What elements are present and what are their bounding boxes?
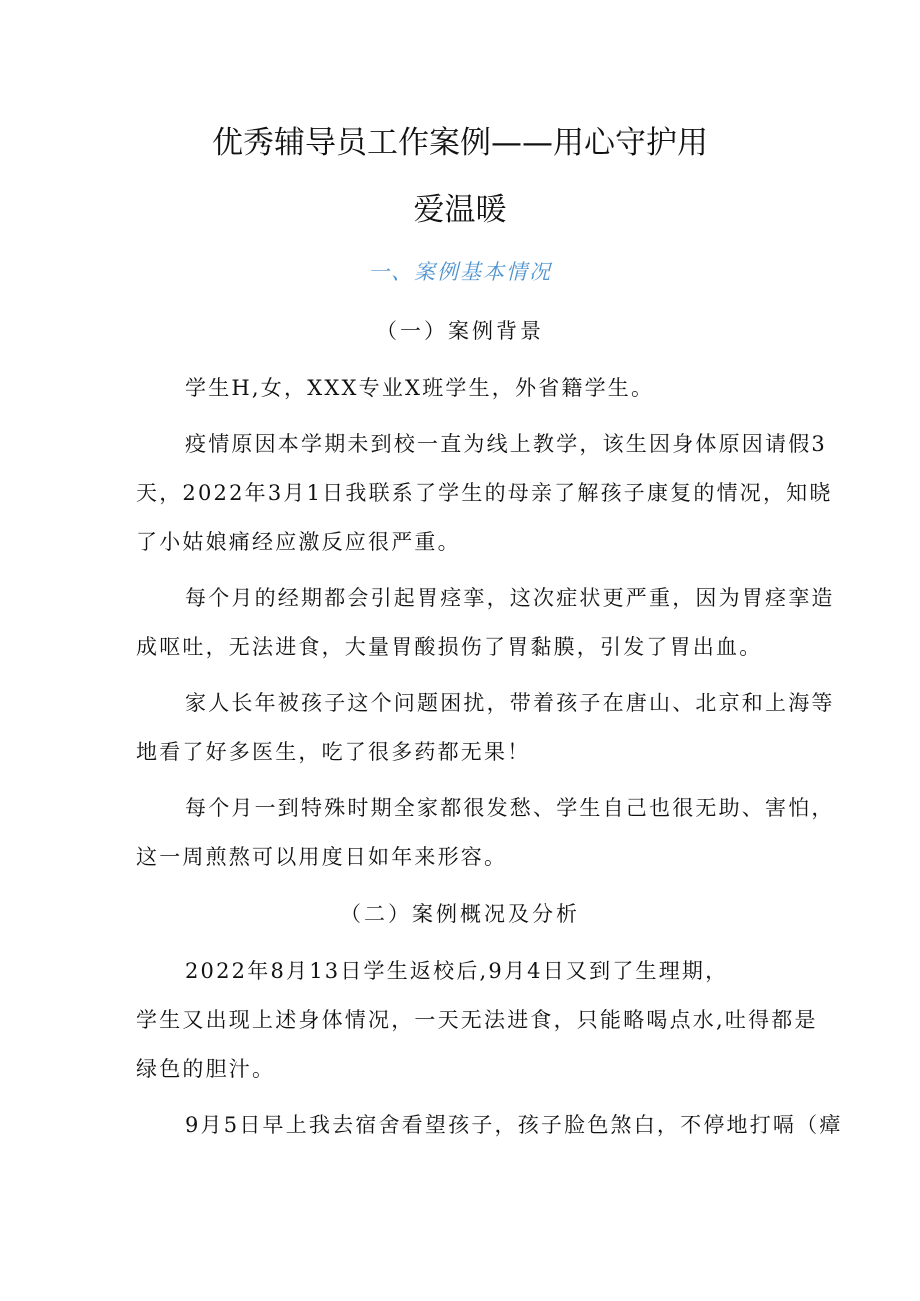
paragraph-7-line-1: 9月5日早上我去宿舍看望孩子，孩子脸色煞白，不停地打嗝（瘴	[185, 1113, 843, 1137]
paragraph-5-line-1: 每个月一到特殊时期全家都很发愁、学生自己也很无助、害怕，	[185, 796, 835, 820]
document-title-line-2: 爱温暖	[413, 192, 507, 228]
paragraph-5-line-2: 这一周煎熬可以用度日如年来形容。	[136, 845, 508, 869]
paragraph-6-line-2: 学生又出现上述身体情况，一天无法进食，只能略喝点水,吐得都是	[136, 1008, 818, 1032]
subheading-case-overview: （二）案例概况及分析	[340, 902, 580, 926]
paragraph-4-line-2: 地看了好多医生，吃了很多药都无果！	[136, 740, 531, 764]
subheading-case-background: （一）案例背景	[376, 319, 544, 343]
section-heading-basic-info: 一、案例基本情况	[368, 260, 552, 284]
paragraph-6-line-3: 绿色的胆汁。	[136, 1057, 276, 1081]
paragraph-3-line-1: 每个月的经期都会引起胃痉挛，这次症状更严重，因为胃痉挛造	[185, 586, 835, 610]
document-title-line-1: 优秀辅导员工作案例——用心守护用	[212, 125, 708, 161]
paragraph-2-line-2: 天，2022年3月1日我联系了学生的母亲了解孩子康复的情况，知晓	[136, 481, 833, 505]
paragraph-2-line-1: 疫情原因本学期未到校一直为线上教学，该生因身体原因请假3	[185, 432, 827, 456]
paragraph-4-line-1: 家人长年被孩子这个问题困扰，带着孩子在唐山、北京和上海等	[185, 691, 835, 715]
paragraph-6-line-1: 2022年8月13日学生返校后,9月4日又到了生理期，	[185, 959, 729, 983]
paragraph-3-line-2: 成呕吐，无法进食，大量胃酸损伤了胃黏膜，引发了胃出血。	[136, 635, 763, 659]
paragraph-student-info: 学生H,女，XXX专业X班学生，外省籍学生。	[185, 376, 655, 400]
paragraph-2-line-3: 了小姑娘痛经应激反应很严重。	[136, 530, 461, 554]
